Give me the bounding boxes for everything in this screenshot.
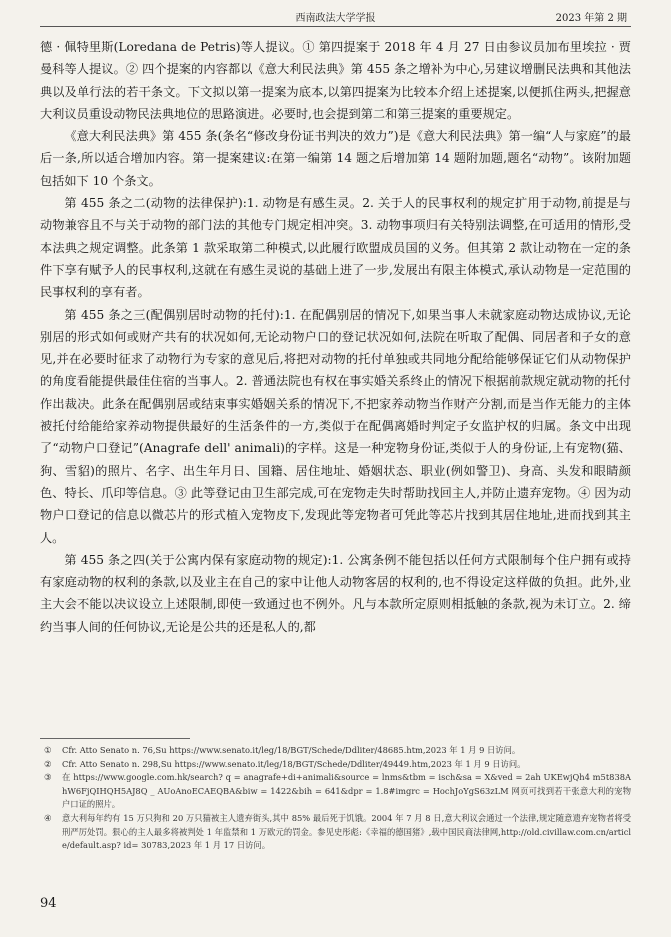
footnote: [40, 758, 631, 772]
page-number: 94: [40, 896, 57, 911]
footnote-text: Cfr. Atto Senato n. 298,Su https://www.senato.it/leg/18/BGT/Schede/Ddliter/49449.htm,2023 年 1 月 9 日访问。: [62, 758, 526, 769]
paragraph: 第 455 条之四(关于公寓内保有家庭动物的规定):1. 公寓条例不能包括以任何方式限制每个住户拥有或持有家庭动物的权利的条款,以及业主在自己的家中让他人动物客居的权利的,也不得设定这样做的负担。此外,业主大会不能以决议设立上述限制,即使一致通过也不例外。凡与本款所定原则相抵触的条款,视为未订立。2. 缔约当事人间的任何协议,无论是公共的还是私人的,都: [40, 552, 631, 634]
footnote-divider: [40, 738, 190, 739]
issue-label: 2023 年第 2 期: [555, 13, 627, 24]
footnotes: [40, 744, 631, 853]
article-body: [40, 36, 631, 638]
paragraph: 德 · 佩特里斯(Loredana de Petris)等人提议。① 第四提案于 2018 年 4 月 27 日由参议员加布里埃拉 · 贾曼科等人提议。② 四个提案的内容都以《意大利民法典》第 455 条之增补为中心,另建议增删民法典和其他法典以及单行法的若干条文。下文拟以第一提案为底本,以第四提案为比较本介绍上述提案,以便抓住两头,把握意大利议员重设动物民法典地位的思路演进。必要时,也会提到第二和第三提案的重要规定。: [40, 40, 631, 121]
journal-title: 西南政法大学学报: [295, 13, 376, 24]
footnote-text: Cfr. Atto Senato n. 76,Su https://www.senato.it/leg/18/BGT/Schede/Ddliter/48685.htm,2023 年 1 月 9 日访问。: [62, 745, 521, 755]
footnote: [40, 744, 631, 758]
footnote-text: 在 https://www.google.com.hk/search? q = anagrafe+di+animali&source = lnms&tbm = isch&sa = X&ved = 2ah UKEwjQh4 m5t838AhW6FjQIHQH5AJ8Q _ AUoAnoECAEQBA&biw = 1422&bih = 641&dpr = 1.8#imgrc = HochJoYgS63zLM 网页可找到若干张意大利的宠物户口证的照片。: [62, 772, 631, 810]
paragraph: 第 455 条之三(配偶别居时动物的托付):1. 在配偶别居的情况下,如果当事人未就家庭动物达成协议,无论别居的形式如何或财产共有的状况如何,无论动物户口的登记状况如何,法院在听取了配偶、同居者和子女的意见,并在必要时征求了动物行为专家的意见后,将把对动物的托付单独或共同地分配给能够保证它们从动物保护的角度看能提供最佳住宿的当事人。2. 普通法院也有权在事实婚关系终止的情况下根据前款规定就动物的托付作出裁决。此条在配偶别居或结束事实婚姻关系的情况下,不把家养动物当作财产分割,而是当作无能力的主体被托付给能给家养动物提供最好的生活条件的一方,类似于在配偶离婚时判定子女监护权的归属。条文中出现了“动物户口登记”(Anagrafe dell' animali)的字样。这是一种宠物身份证,类似于人的身份证,上有宠物(猫、狗、雪貂)的照片、名字、出生年月日、国籍、居住地址、婚姻状态、职业(例如警卫)、身高、头发和眼睛颜色、特长、爪印等信息。③ 此等登记由卫生部完成,可在宠物走失时帮助找回主人,并防止遗弃宠物。④ 因为动物户口登记的信息以微芯片的形式植入宠物皮下,发现此等宠物者可凭此等芯片找到其居住地址,进而找到其主人。: [40, 307, 631, 545]
paragraph: 《意大利民法典》第 455 条(条名“修改身份证书判决的效力”)是《意大利民法典》第一编“人与家庭”的最后一条,所以适合增加内容。第一提案建议:在第一编第 14 题之后增加第 14 题附加题,题名“动物”。该附加题包括如下 10 个条文。: [40, 129, 631, 188]
footnote: [40, 812, 631, 853]
footnote-mark: ②: [44, 758, 52, 769]
running-header: [40, 8, 631, 27]
footnote-mark: ④: [44, 812, 52, 823]
footnote-text: 意大利每年约有 15 万只狗和 20 万只猫被主人遗弃街头,其中 85% 最后死于饥饿。2004 年 7 月 8 日,意大利议会通过一个法律,规定随意遗弃宠物者将受刑严厉处罚。狠心的主人最多将被判处 1 年监禁和 1 万欧元的罚金。参见史彤彪:《幸福的德国猪》,载中国民商法律网,http://old.civillaw.com.cn/article/default.asp? id= 30783,2023 年 1 月 17 日访问。: [62, 812, 631, 851]
footnote-mark: ③: [44, 772, 52, 783]
paragraph: 第 455 条之二(动物的法律保护):1. 动物是有感生灵。2. 关于人的民事权利的规定扩用于动物,前提是与动物兼容且不与关于动物的部门法的其他专门规定相冲突。3. 动物事项归有关特别法调整,在可适用的情形,受本法典之规定调整。此条第 1 款采取第二种模式,以此履行欧盟成员国的义务。但其第 2 款让动物在一定的条件下享有赋予人的民事权利,这就在有感生灵说的基础上进了一步,发展出有限主体模式,承认动物是一定范围的民事权利的享有者。: [40, 196, 631, 300]
footnote-mark: ①: [44, 745, 52, 755]
footnote: [40, 771, 631, 812]
